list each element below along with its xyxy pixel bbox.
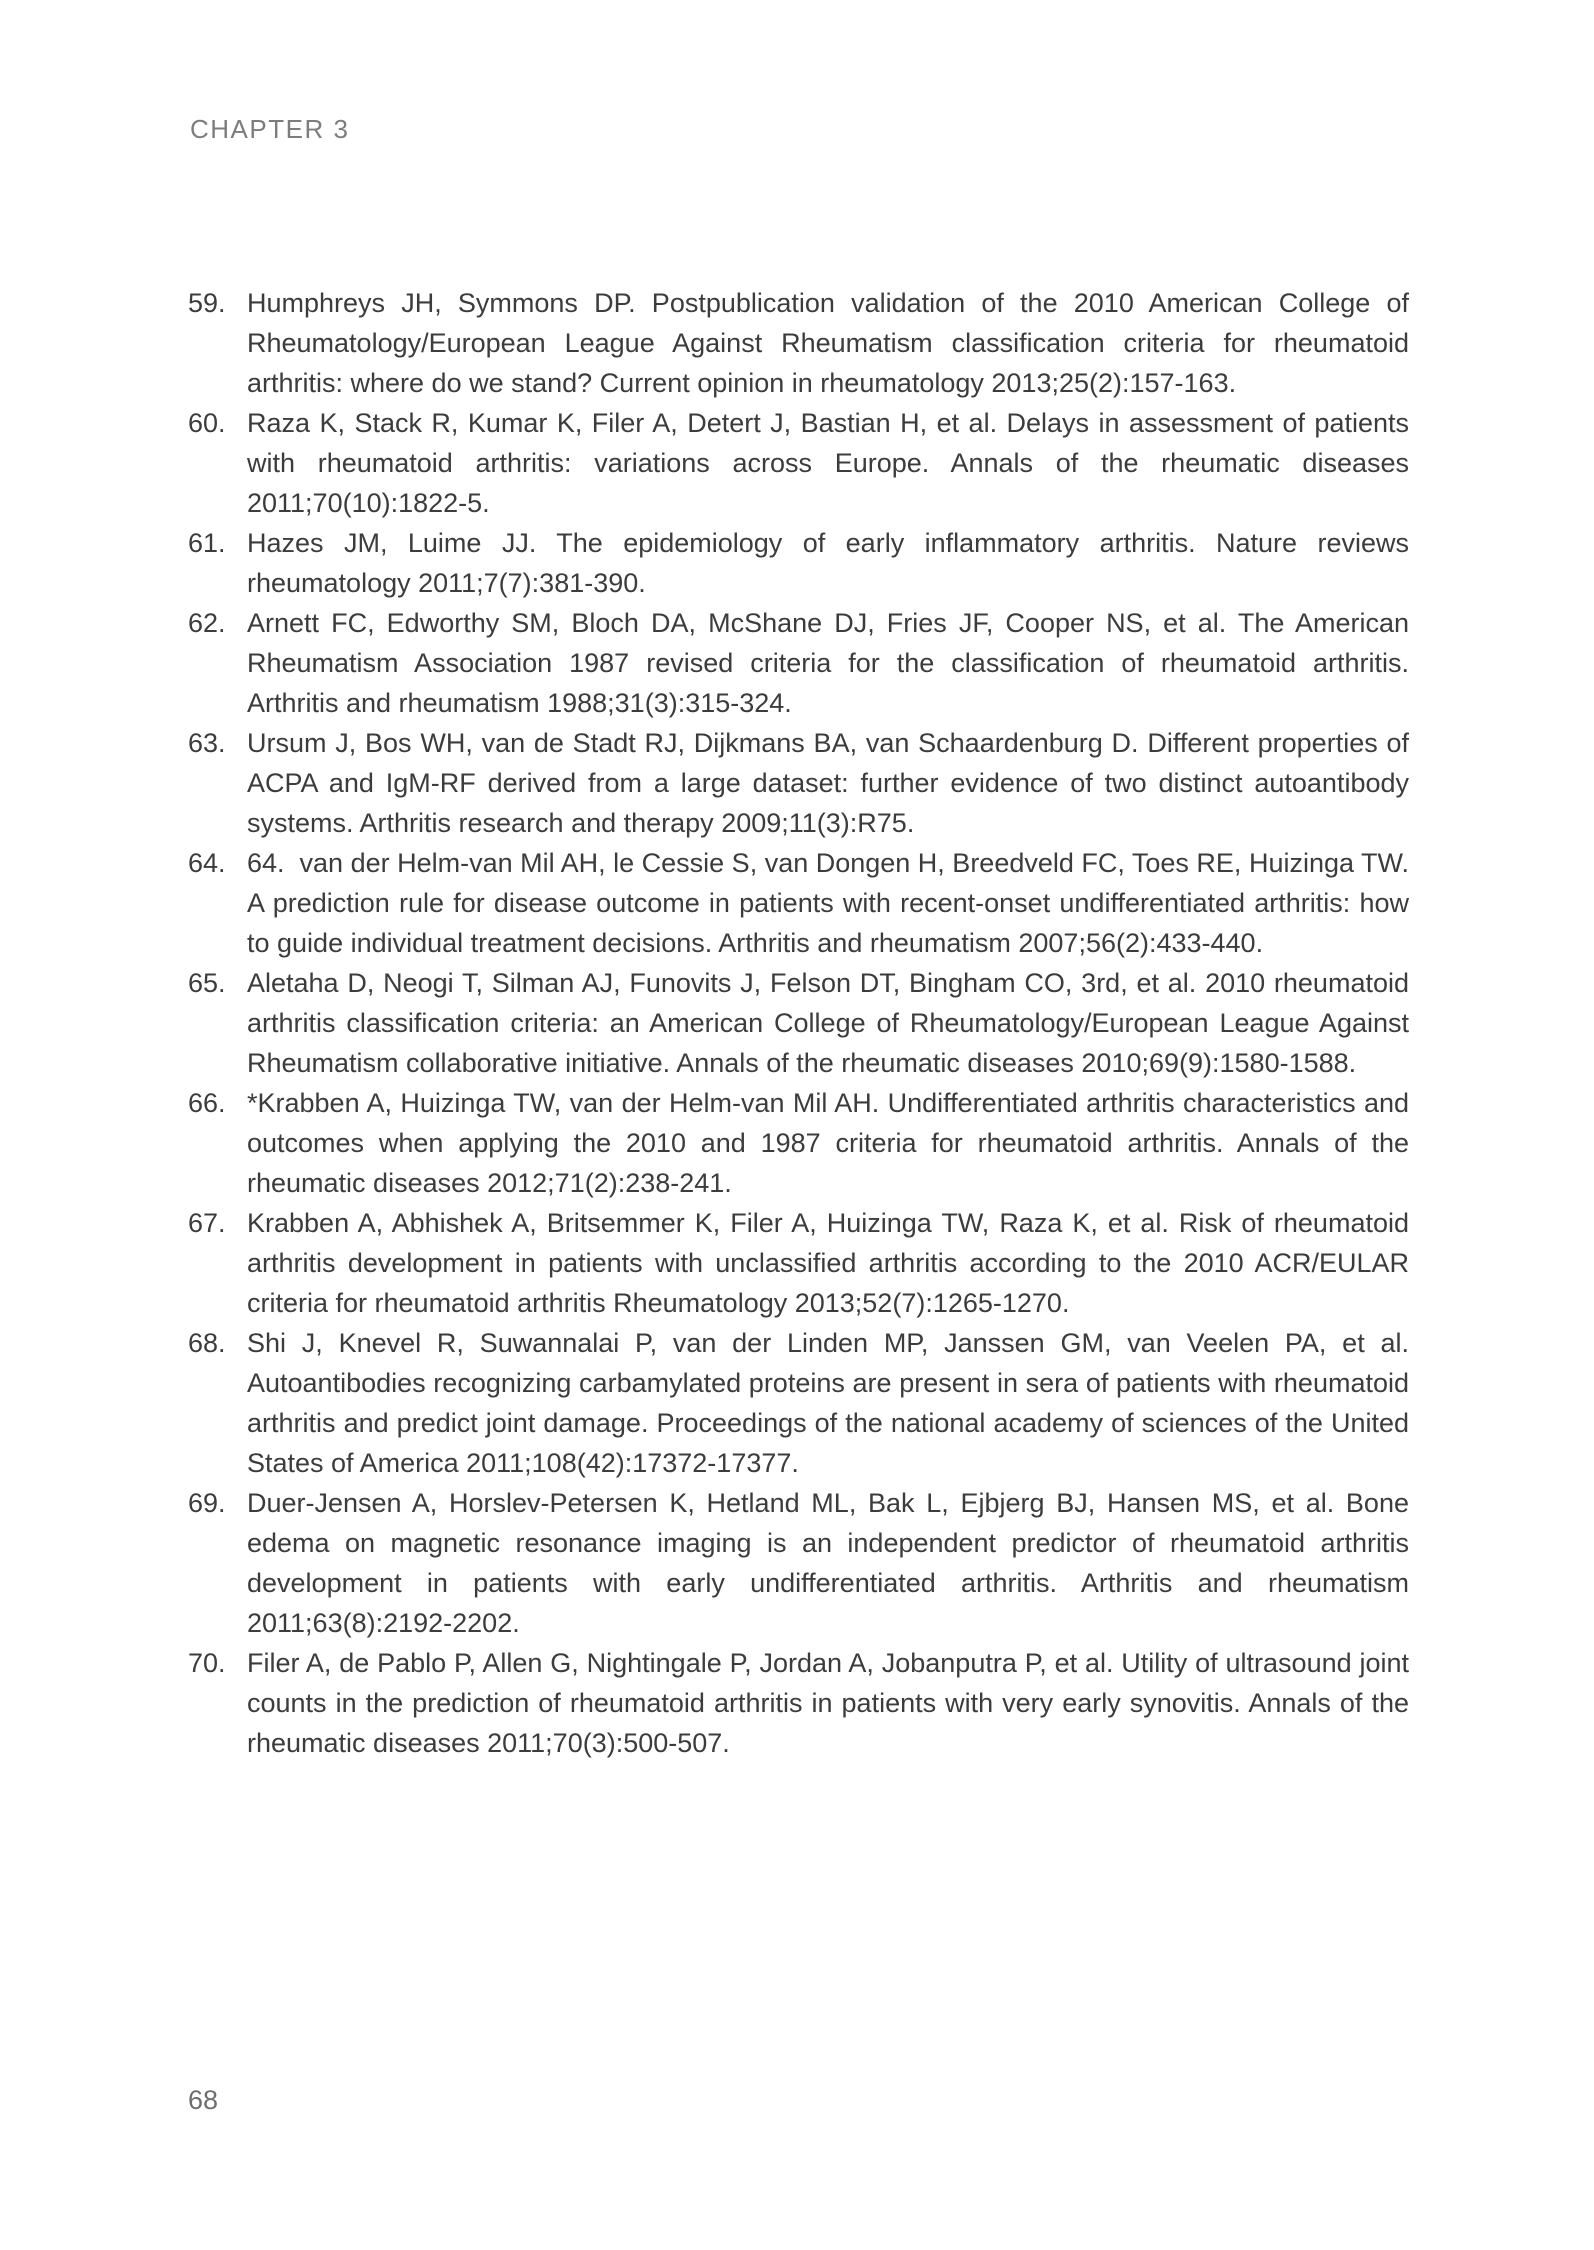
reference-number: 63. [188, 728, 226, 758]
reference-item [188, 723, 1409, 843]
reference-text: Filer A, de Pablo P, Allen G, Nightingale P, Jordan A, Jobanputra P, et al. Utility of ultrasound joint counts in the prediction of rheumatoid arthritis in patients with very early synovitis. Annals of the rheumatic diseases 2011;70(3):500-507. [247, 1648, 1409, 1758]
reference-number: 68. [188, 1328, 226, 1358]
reference-number: 67. [188, 1208, 226, 1238]
reference-item [188, 1643, 1409, 1763]
page-number: 68 [188, 2085, 219, 2115]
reference-number: 65. [188, 968, 226, 998]
reference-text: Humphreys JH, Symmons DP. Postpublication validation of the 2010 American College of Rheumatology/European League Against Rheumatism classification criteria for rheumatoid arthritis: where do we stand? Current opinion in rheumatology 2013;25(2):157-163. [247, 288, 1409, 398]
reference-number: 64. [188, 848, 226, 878]
reference-text: Ursum J, Bos WH, van de Stadt RJ, Dijkmans BA, van Schaardenburg D. Different properties of ACPA and IgM-RF derived from a large dataset: further evidence of two distinct autoantibody systems. Arthritis research and therapy 2009;11(3):R75. [247, 728, 1409, 838]
reference-text: Arnett FC, Edworthy SM, Bloch DA, McShane DJ, Fries JF, Cooper NS, et al. The American Rheumatism Association 1987 revised criteria for the classification of rheumatoid arthritis. Arthritis and rheumatism 1988;31(3):315-324. [247, 608, 1409, 718]
reference-item [188, 603, 1409, 723]
reference-number: 69. [188, 1488, 226, 1518]
chapter-header: CHAPTER 3 [190, 114, 350, 144]
reference-number: 60. [188, 408, 226, 438]
reference-item [188, 843, 1409, 963]
reference-item [188, 1323, 1409, 1483]
reference-item [188, 283, 1409, 403]
reference-number: 61. [188, 528, 226, 558]
reference-number: 70. [188, 1648, 226, 1678]
reference-list [188, 283, 1409, 1763]
reference-item [188, 1083, 1409, 1203]
reference-text: Duer-Jensen A, Horslev-Petersen K, Hetland ML, Bak L, Ejbjerg BJ, Hansen MS, et al. Bone edema on magnetic resonance imaging is an independent predictor of rheumatoid arthritis development in patients with early undifferentiated arthritis. Arthritis and rheumatism 2011;63(8):2192-2202. [247, 1488, 1409, 1638]
reference-item [188, 523, 1409, 603]
reference-text: Krabben A, Abhishek A, Britsemmer K, Filer A, Huizinga TW, Raza K, et al. Risk of rheumatoid arthritis development in patients with unclassified arthritis according to the 2010 ACR/EULAR criteria for rheumatoid arthritis Rheumatology 2013;52(7):1265-1270. [247, 1208, 1409, 1318]
reference-text: *Krabben A, Huizinga TW, van der Helm-van Mil AH. Undifferentiated arthritis characteristics and outcomes when applying the 2010 and 1987 criteria for rheumatoid arthritis. Annals of the rheumatic diseases 2012;71(2):238-241. [247, 1088, 1409, 1198]
reference-number: 59. [188, 288, 226, 318]
reference-text: Raza K, Stack R, Kumar K, Filer A, Detert J, Bastian H, et al. Delays in assessment of patients with rheumatoid arthritis: variations across Europe. Annals of the rheumatic diseases 2011;70(10):1822-5. [247, 408, 1409, 518]
reference-text: 64. van der Helm-van Mil AH, le Cessie S, van Dongen H, Breedveld FC, Toes RE, Huizinga TW. A prediction rule for disease outcome in patients with recent-onset undifferentiated arthritis: how to guide individual treatment decisions. Arthritis and rheumatism 2007;56(2):433-440. [247, 848, 1410, 958]
reference-item [188, 1203, 1409, 1323]
reference-text: Hazes JM, Luime JJ. The epidemiology of early inflammatory arthritis. Nature reviews rheumatology 2011;7(7):381-390. [247, 528, 1409, 598]
reference-text: Shi J, Knevel R, Suwannalai P, van der Linden MP, Janssen GM, van Veelen PA, et al. Autoantibodies recognizing carbamylated proteins are present in sera of patients with rheumatoid arthritis and predict joint damage. Proceedings of the national academy of sciences of the United States of America 2011;108(42):17372-17377. [247, 1328, 1409, 1478]
reference-item [188, 403, 1409, 523]
reference-item [188, 963, 1409, 1083]
reference-number: 62. [188, 608, 226, 638]
reference-item [188, 1483, 1409, 1643]
reference-text: Aletaha D, Neogi T, Silman AJ, Funovits J, Felson DT, Bingham CO, 3rd, et al. 2010 rheumatoid arthritis classification criteria: an American College of Rheumatology/European League Against Rheumatism collaborative initiative. Annals of the rheumatic diseases 2010;69(9):1580-1588. [247, 968, 1409, 1078]
reference-number: 66. [188, 1088, 226, 1118]
